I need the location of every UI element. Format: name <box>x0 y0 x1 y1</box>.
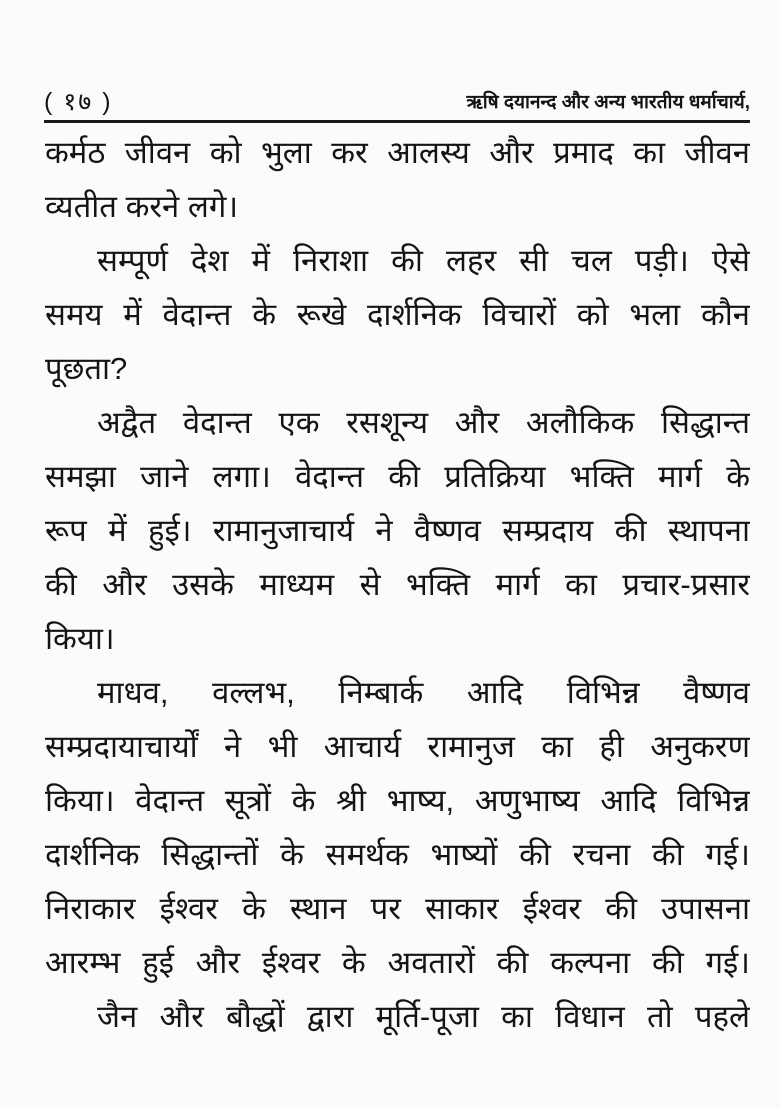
text-line: समझा जाने लगा। वेदान्त की प्रतिक्रिया भक्ति मार्ग के <box>45 459 750 494</box>
text-line: समय में वेदान्त के रूखे दार्शनिक विचारों को भला कौन <box>45 297 750 332</box>
paragraph-start-line: सम्पूर्ण देश में निराशा की लहर सी चल पड़ी। ऐसे <box>97 243 750 278</box>
text-line: रूप में हुई। रामानुजाचार्य ने वैष्णव सम्प्रदाय की स्थापना <box>45 513 750 548</box>
text-line: किया। <box>45 621 115 656</box>
text-line: कर्मठ जीवन को भुला कर आलस्य और प्रमाद का जीवन <box>45 135 750 170</box>
page-number: ( १७ ) <box>44 88 113 116</box>
paragraph-start-line: जैन और बौद्धों द्वारा मूर्ति-पूजा का विधान तो पहले <box>97 999 750 1034</box>
text-line: किया। वेदान्त सूत्रों के श्री भाष्य, अणुभाष्य आदि विभिन्न <box>45 783 750 818</box>
page-header <box>44 84 750 118</box>
text-line: सम्प्रदायाचार्यों ने भी आचार्य रामानुज का ही अनुकरण <box>45 729 750 764</box>
text-line: व्यतीत करने लगे। <box>45 189 239 224</box>
paragraph-start-line: माधव, वल्लभ, निम्बार्क आदि विभिन्न वैष्णव <box>97 675 750 710</box>
page-body <box>45 126 750 1044</box>
header-rule <box>44 120 750 123</box>
text-line: दार्शनिक सिद्धान्तों के समर्थक भाष्यों की रचना की गई। <box>45 837 750 872</box>
paragraph-start-line: अद्वैत वेदान्त एक रसशून्य और अलौकिक सिद्धान्त <box>97 405 750 440</box>
running-title: ऋषि दयानन्द और अन्य भारतीय धर्माचार्य, <box>466 92 750 113</box>
text-line: पूछता? <box>45 351 128 386</box>
text-line: की और उसके माध्यम से भक्ति मार्ग का प्रचार-प्रसार <box>45 567 750 602</box>
text-line: आरम्भ हुई और ईश्वर के अवतारों की कल्पना की गई। <box>45 945 750 980</box>
text-line: निराकार ईश्वर के स्थान पर साकार ईश्वर की उपासना <box>45 891 750 926</box>
